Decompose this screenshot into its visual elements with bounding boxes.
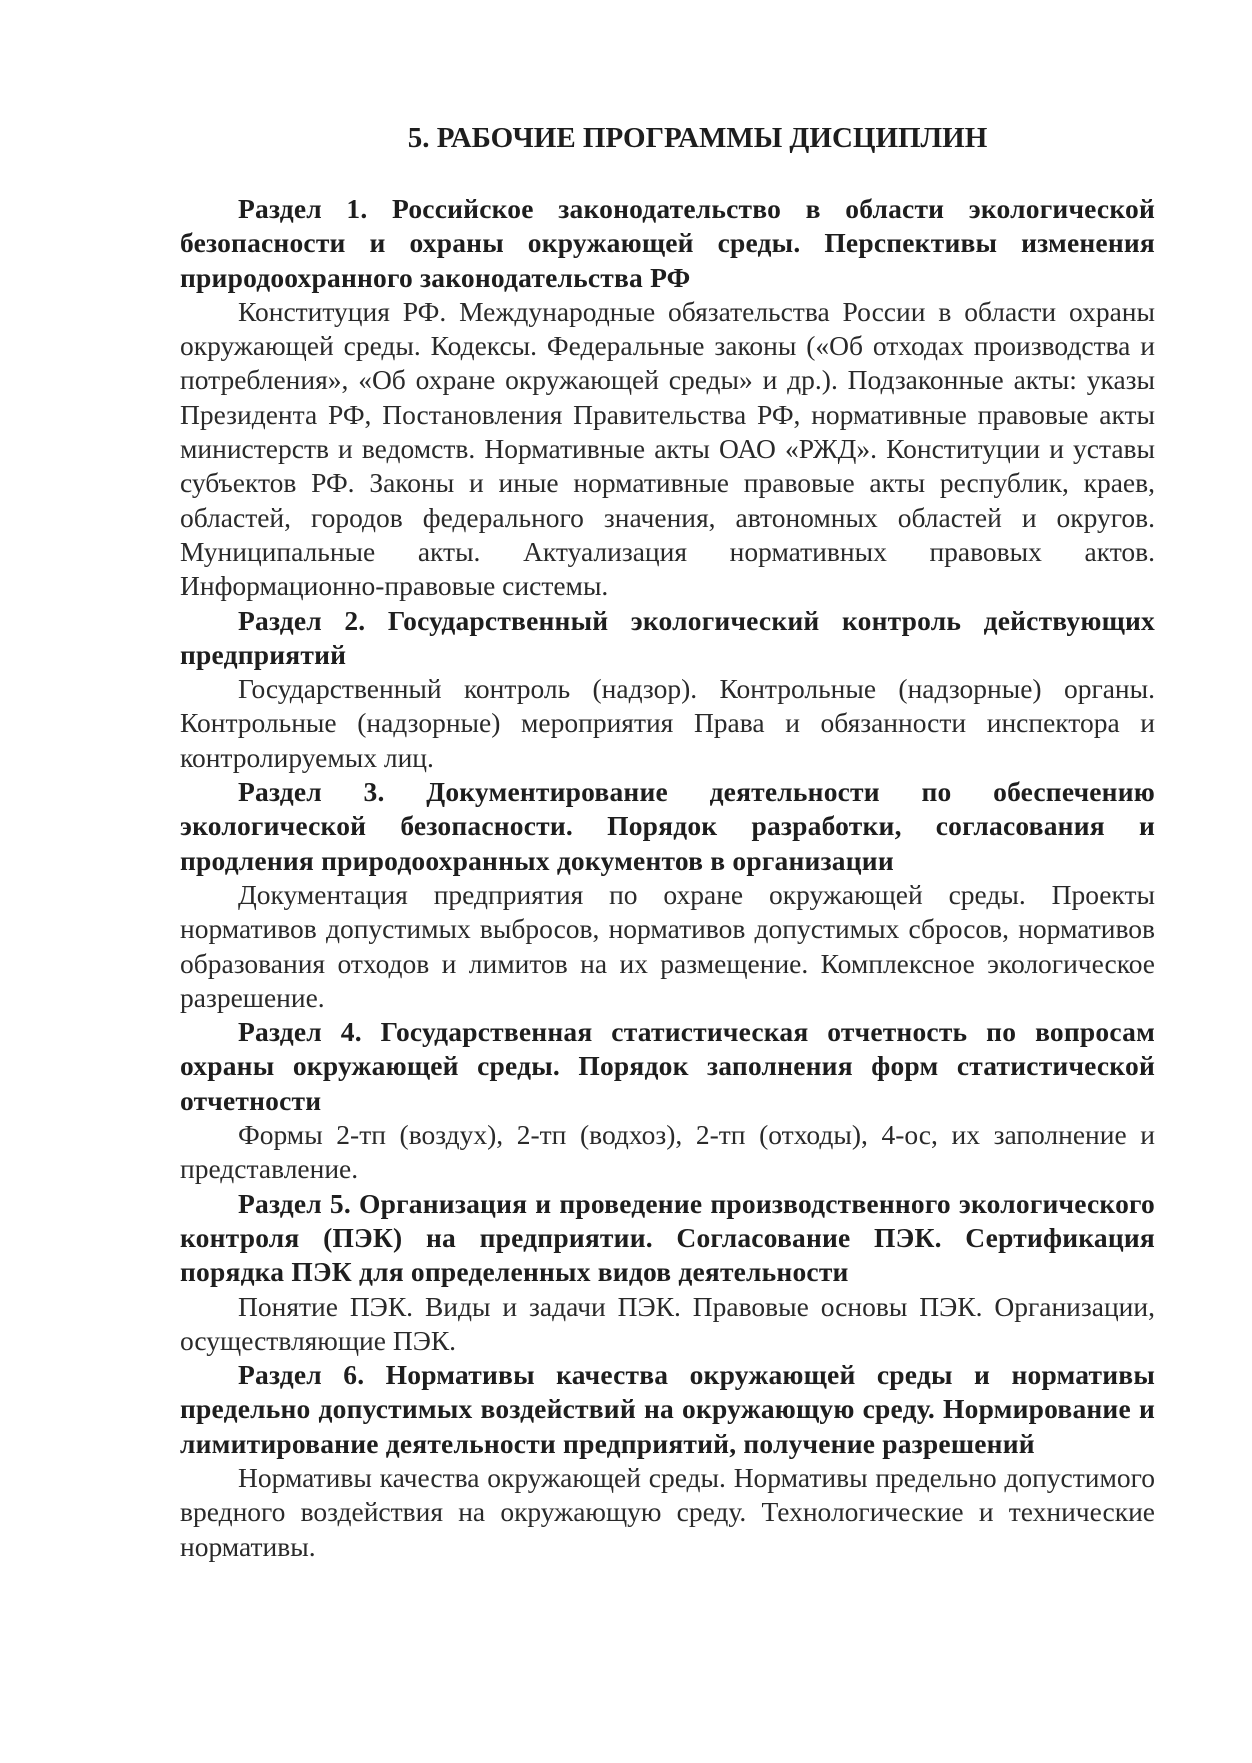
section-heading: Раздел 4. Государственная статистическая отчетность по вопросам охраны окружающей среды. Порядок заполнения форм статистической отчетности bbox=[180, 1016, 1155, 1116]
section-heading: Раздел 3. Документирование деятельности по обеспечению экологической безопасности. Порядок разработки, согласования и продления природоохранных документов в организации bbox=[180, 776, 1155, 876]
section-heading: Раздел 5. Организация и проведение производственного экологического контроля (ПЭК) на предприятии. Согласование ПЭК. Сертификация порядка ПЭК для определенных видов деятельности bbox=[180, 1187, 1155, 1288]
section-body: Документация предприятия по охране окружающей среды. Проекты нормативов допустимых выбросов, нормативов допустимых сбросов, нормативов образования отходов и лимитов на их размещение. Комплексное экологическое разрешение. bbox=[180, 878, 1155, 1013]
section-4 bbox=[180, 1015, 1155, 1186]
section-heading: Раздел 2. Государственный экологический контроль действующих предприятий bbox=[180, 604, 1155, 670]
section-body: Конституция РФ. Международные обязательства России в области охраны окружающей среды. Кодексы. Федеральные законы («Об отходах производства и потребления», «Об охране окружающей среды» и др.). Подзаконные акты: указы Президента РФ, Постановления Правительства РФ, нормативные правовые акты министерств и ведомств. Нормативные акты ОАО «РЖД». Конституции и уставы субъектов РФ. Законы и иные нормативные правовые акты республик, краев, областей, городов федерального значения, автономных областей и округов. Муниципальные акты. Актуализация нормативных правовых актов. Информационно-правовые системы. bbox=[180, 295, 1155, 602]
section-2 bbox=[180, 604, 1155, 775]
page-title: 5. РАБОЧИЕ ПРОГРАММЫ ДИСЦИПЛИН bbox=[407, 122, 988, 154]
section-3 bbox=[180, 775, 1155, 1015]
section-body: Формы 2-тп (воздух), 2-тп (водхоз), 2-тп (отходы), 4-ос, их заполнение и представление. bbox=[180, 1119, 1155, 1185]
section-heading: Раздел 6. Нормативы качества окружающей среды и нормативы предельно допустимых воздействий на окружающую среду. Нормирование и лимитирование деятельности предприятий, получение разрешений bbox=[180, 1359, 1155, 1459]
section-body: Понятие ПЭК. Виды и задачи ПЭК. Правовые основы ПЭК. Организации, осуществляющие ПЭК. bbox=[180, 1290, 1155, 1356]
section-heading: Раздел 1. Российское законодательство в области экологической безопасности и охраны окружающей среды. Перспективы изменения природоохранного законодательства РФ bbox=[180, 193, 1155, 293]
section-5 bbox=[180, 1187, 1155, 1358]
section-1 bbox=[180, 192, 1155, 604]
section-body: Нормативы качества окружающей среды. Нормативы предельно допустимого вредного воздействия на окружающую среду. Технологические и технические нормативы. bbox=[180, 1461, 1155, 1562]
document-page bbox=[180, 118, 1155, 1564]
section-6 bbox=[180, 1358, 1155, 1564]
section-body: Государственный контроль (надзор). Контрольные (надзорные) органы. Контрольные (надзорные) мероприятия Права и обязанности инспектора и контролируемых лиц. bbox=[180, 673, 1155, 773]
